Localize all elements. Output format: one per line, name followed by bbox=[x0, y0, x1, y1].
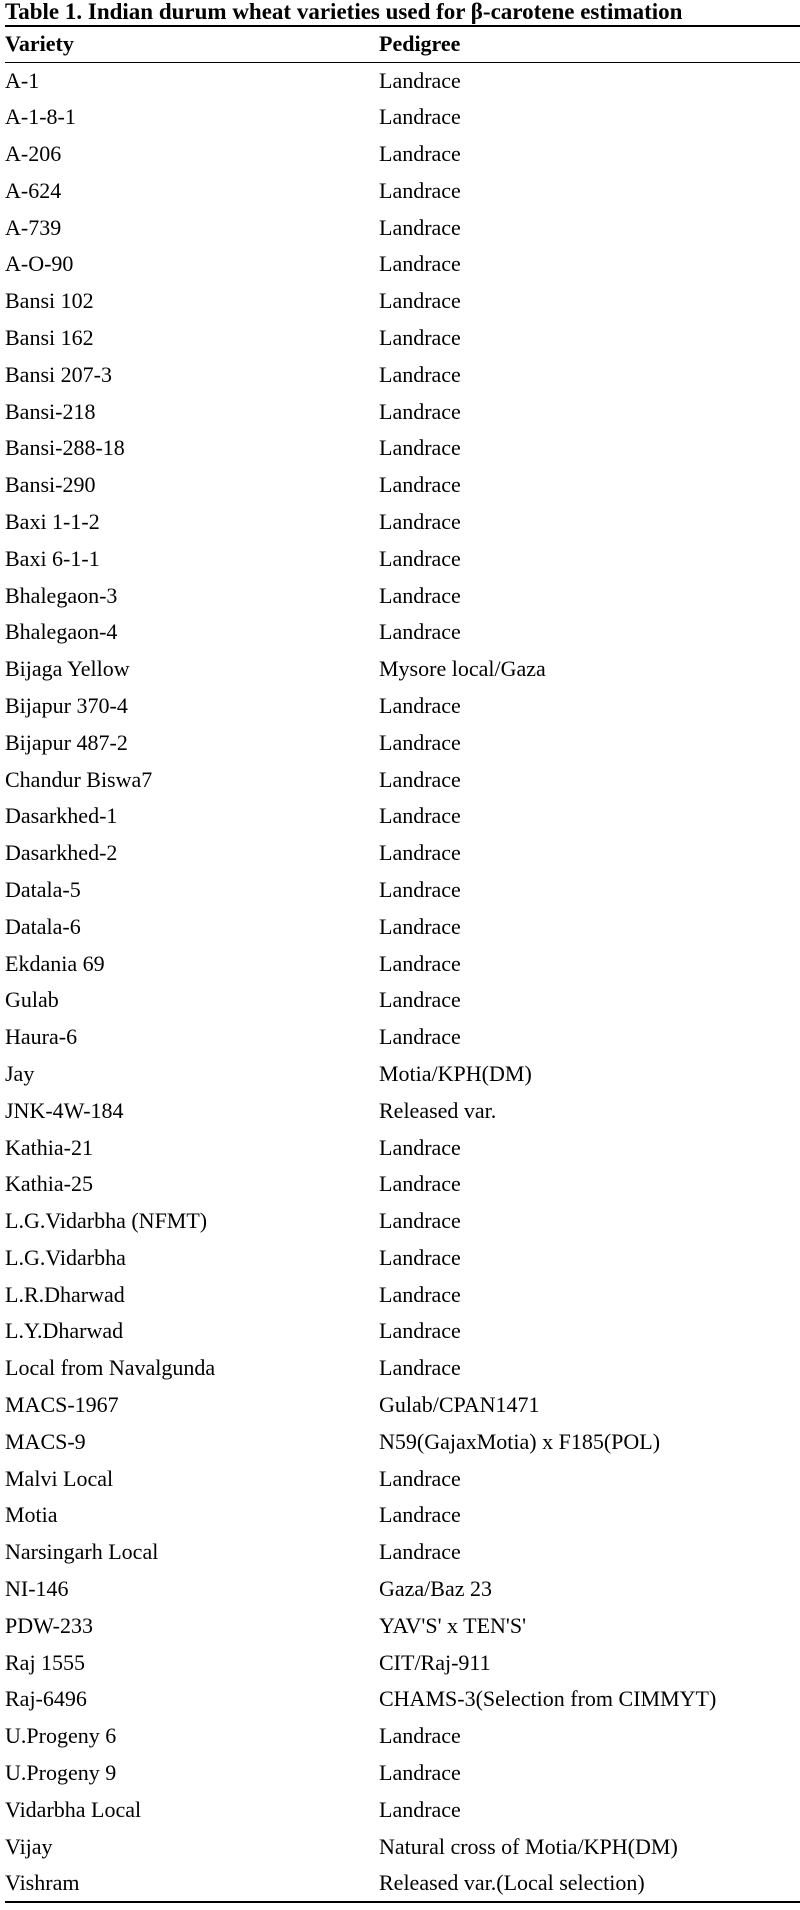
pedigree-cell: Landrace bbox=[379, 1539, 461, 1565]
pedigree-cell: Landrace bbox=[379, 1171, 461, 1197]
variety-cell: Jay bbox=[5, 1060, 35, 1086]
pedigree-cell: Landrace bbox=[379, 1318, 461, 1344]
table-row bbox=[5, 1092, 800, 1129]
variety-cell: Bansi 162 bbox=[5, 324, 94, 350]
table-row bbox=[5, 209, 800, 246]
variety-cell: Dasarkhed-1 bbox=[5, 803, 118, 829]
pedigree-cell: Landrace bbox=[379, 177, 461, 203]
pedigree-cell: Landrace bbox=[379, 619, 461, 645]
pedigree-cell: Landrace bbox=[379, 803, 461, 829]
variety-cell: A-1-8-1 bbox=[5, 104, 76, 130]
variety-cell: NI-146 bbox=[5, 1576, 69, 1602]
table-row bbox=[5, 651, 800, 688]
variety-cell: Baxi 1-1-2 bbox=[5, 508, 100, 534]
pedigree-cell: Landrace bbox=[379, 214, 461, 240]
variety-cell: Bijapur 487-2 bbox=[5, 729, 128, 755]
variety-cell: Datala-6 bbox=[5, 913, 81, 939]
pedigree-cell: Landrace bbox=[379, 987, 461, 1013]
pedigree-cell: Landrace bbox=[379, 582, 461, 608]
pedigree-cell: Landrace bbox=[379, 1796, 461, 1822]
variety-cell: A-624 bbox=[5, 177, 62, 203]
variety-cell: Datala-5 bbox=[5, 876, 81, 902]
table-row bbox=[5, 1313, 800, 1350]
variety-cell: Vidarbha Local bbox=[5, 1796, 142, 1822]
variety-cell: Chandur Biswa7 bbox=[5, 766, 153, 792]
table-row bbox=[5, 982, 800, 1019]
variety-cell: Dasarkhed-2 bbox=[5, 840, 118, 866]
table-row bbox=[5, 1276, 800, 1313]
table-row bbox=[5, 1497, 800, 1534]
pedigree-cell: CIT/Raj-911 bbox=[379, 1649, 491, 1675]
pedigree-cell: N59(GajaxMotia) x F185(POL) bbox=[379, 1428, 661, 1454]
pedigree-cell: Landrace bbox=[379, 508, 461, 534]
pedigree-cell: Released var. bbox=[379, 1097, 497, 1123]
pedigree-cell: Landrace bbox=[379, 1208, 461, 1234]
pedigree-cell: Landrace bbox=[379, 950, 461, 976]
variety-cell: Haura-6 bbox=[5, 1024, 78, 1050]
variety-cell: Bhalegaon-3 bbox=[5, 582, 118, 608]
pedigree-cell: YAV'S' x TEN'S' bbox=[379, 1612, 527, 1638]
variety-cell: Kathia-21 bbox=[5, 1134, 93, 1160]
variety-cell: Raj 1555 bbox=[5, 1649, 86, 1675]
pedigree-cell: Motia/KPH(DM) bbox=[379, 1060, 532, 1086]
table-row bbox=[5, 393, 800, 430]
table-row bbox=[5, 1644, 800, 1681]
table-row bbox=[5, 798, 800, 835]
table-row bbox=[5, 1681, 800, 1718]
pedigree-cell: Landrace bbox=[379, 1024, 461, 1050]
header-row bbox=[5, 26, 800, 62]
pedigree-cell: Landrace bbox=[379, 876, 461, 902]
table-row bbox=[5, 1534, 800, 1571]
pedigree-cell: Landrace bbox=[379, 1355, 461, 1381]
pedigree-cell: Landrace bbox=[379, 1723, 461, 1749]
table-row bbox=[5, 1571, 800, 1608]
table-row bbox=[5, 283, 800, 320]
table-row bbox=[5, 430, 800, 467]
pedigree-cell: Gulab/CPAN1471 bbox=[379, 1392, 540, 1418]
variety-cell: Motia bbox=[5, 1502, 58, 1528]
variety-cell: Raj-6496 bbox=[5, 1686, 87, 1712]
variety-cell: Baxi 6-1-1 bbox=[5, 545, 100, 571]
variety-cell: Narsingarh Local bbox=[5, 1539, 159, 1565]
variety-cell: Vijay bbox=[5, 1833, 53, 1859]
column-header-variety: Variety bbox=[5, 26, 379, 62]
table-row bbox=[5, 614, 800, 651]
pedigree-cell: Landrace bbox=[379, 1244, 461, 1270]
table-body bbox=[5, 62, 800, 1902]
table-row bbox=[5, 1718, 800, 1755]
table-row bbox=[5, 1350, 800, 1387]
pedigree-cell: Landrace bbox=[379, 324, 461, 350]
variety-cell: Local from Navalgunda bbox=[5, 1355, 216, 1381]
pedigree-cell: Landrace bbox=[379, 729, 461, 755]
table-row bbox=[5, 467, 800, 504]
variety-cell: L.Y.Dharwad bbox=[5, 1318, 124, 1344]
variety-cell: Malvi Local bbox=[5, 1465, 114, 1491]
pedigree-cell: Landrace bbox=[379, 692, 461, 718]
table-row bbox=[5, 688, 800, 725]
table-row bbox=[5, 835, 800, 872]
table-row bbox=[5, 1387, 800, 1424]
variety-cell: Bijapur 370-4 bbox=[5, 692, 128, 718]
pedigree-cell: Landrace bbox=[379, 435, 461, 461]
pedigree-cell: Landrace bbox=[379, 545, 461, 571]
variety-cell: A-739 bbox=[5, 214, 62, 240]
variety-cell: Bansi 207-3 bbox=[5, 361, 112, 387]
variety-cell: MACS-1967 bbox=[5, 1392, 119, 1418]
pedigree-cell: Landrace bbox=[379, 1134, 461, 1160]
table-row bbox=[5, 1460, 800, 1497]
variety-cell: Bansi 102 bbox=[5, 288, 94, 314]
pedigree-cell: Landrace bbox=[379, 913, 461, 939]
table-row bbox=[5, 1240, 800, 1277]
table-row bbox=[5, 320, 800, 357]
table-row bbox=[5, 62, 800, 99]
pedigree-cell: Landrace bbox=[379, 251, 461, 277]
table-row bbox=[5, 1423, 800, 1460]
variety-cell: A-206 bbox=[5, 140, 62, 166]
variety-cell: U.Progeny 6 bbox=[5, 1723, 117, 1749]
variety-cell: A-1 bbox=[5, 67, 40, 93]
table-row bbox=[5, 99, 800, 136]
pedigree-cell: Natural cross of Motia/KPH(DM) bbox=[379, 1833, 678, 1859]
pedigree-cell: Landrace bbox=[379, 472, 461, 498]
table-row bbox=[5, 1828, 800, 1865]
table-row bbox=[5, 1019, 800, 1056]
pedigree-cell: Landrace bbox=[379, 67, 461, 93]
pedigree-cell: Landrace bbox=[379, 104, 461, 130]
table-row bbox=[5, 577, 800, 614]
table-row bbox=[5, 1166, 800, 1203]
variety-cell: PDW-233 bbox=[5, 1612, 93, 1638]
table-row bbox=[5, 172, 800, 209]
table-row bbox=[5, 1056, 800, 1093]
variety-cell: Gulab bbox=[5, 987, 59, 1013]
table-row bbox=[5, 761, 800, 798]
pedigree-cell: Landrace bbox=[379, 288, 461, 314]
pedigree-cell: Gaza/Baz 23 bbox=[379, 1576, 492, 1602]
table-row bbox=[5, 540, 800, 577]
variety-cell: Bansi-218 bbox=[5, 398, 96, 424]
column-header-pedigree: Pedigree bbox=[379, 26, 800, 62]
pedigree-cell: Released var.(Local selection) bbox=[379, 1865, 800, 1902]
table-caption: Table 1. Indian durum wheat varieties used for β-carotene estimation bbox=[5, 0, 683, 24]
variety-cell: MACS-9 bbox=[5, 1428, 86, 1454]
table-header bbox=[5, 26, 800, 62]
pedigree-cell: Landrace bbox=[379, 1502, 461, 1528]
variety-cell: Bijaga Yellow bbox=[5, 656, 130, 682]
table-row bbox=[5, 1791, 800, 1828]
variety-cell: JNK-4W-184 bbox=[5, 1097, 124, 1123]
pedigree-cell: Landrace bbox=[379, 766, 461, 792]
table-row bbox=[5, 872, 800, 909]
table-row bbox=[5, 945, 800, 982]
variety-cell: Bansi-288-18 bbox=[5, 435, 125, 461]
variety-cell: L.R.Dharwad bbox=[5, 1281, 125, 1307]
table-row bbox=[5, 504, 800, 541]
variety-cell: U.Progeny 9 bbox=[5, 1760, 117, 1786]
pedigree-cell: Landrace bbox=[379, 840, 461, 866]
varieties-table bbox=[5, 25, 800, 1903]
pedigree-cell: Mysore local/Gaza bbox=[379, 656, 546, 682]
table-row bbox=[5, 356, 800, 393]
table-row bbox=[5, 1129, 800, 1166]
variety-cell: Vishram bbox=[5, 1865, 379, 1902]
variety-cell: L.G.Vidarbha (NFMT) bbox=[5, 1208, 208, 1234]
variety-cell: A-O-90 bbox=[5, 251, 74, 277]
table-row bbox=[5, 246, 800, 283]
variety-cell: Bansi-290 bbox=[5, 472, 96, 498]
table-row bbox=[5, 1203, 800, 1240]
pedigree-cell: Landrace bbox=[379, 1760, 461, 1786]
variety-cell: Kathia-25 bbox=[5, 1171, 93, 1197]
pedigree-cell: Landrace bbox=[379, 398, 461, 424]
pedigree-cell: Landrace bbox=[379, 1281, 461, 1307]
table-row bbox=[5, 1607, 800, 1644]
variety-cell: Ekdania 69 bbox=[5, 950, 105, 976]
table-row bbox=[5, 724, 800, 761]
variety-cell: Bhalegaon-4 bbox=[5, 619, 118, 645]
pedigree-cell: Landrace bbox=[379, 140, 461, 166]
pedigree-cell: CHAMS-3(Selection from CIMMYT) bbox=[379, 1686, 717, 1712]
pedigree-cell: Landrace bbox=[379, 361, 461, 387]
table-row bbox=[5, 1865, 800, 1902]
pedigree-cell: Landrace bbox=[379, 1465, 461, 1491]
table-row bbox=[5, 1755, 800, 1792]
table-row bbox=[5, 908, 800, 945]
table-row bbox=[5, 136, 800, 173]
variety-cell: L.G.Vidarbha bbox=[5, 1244, 126, 1270]
